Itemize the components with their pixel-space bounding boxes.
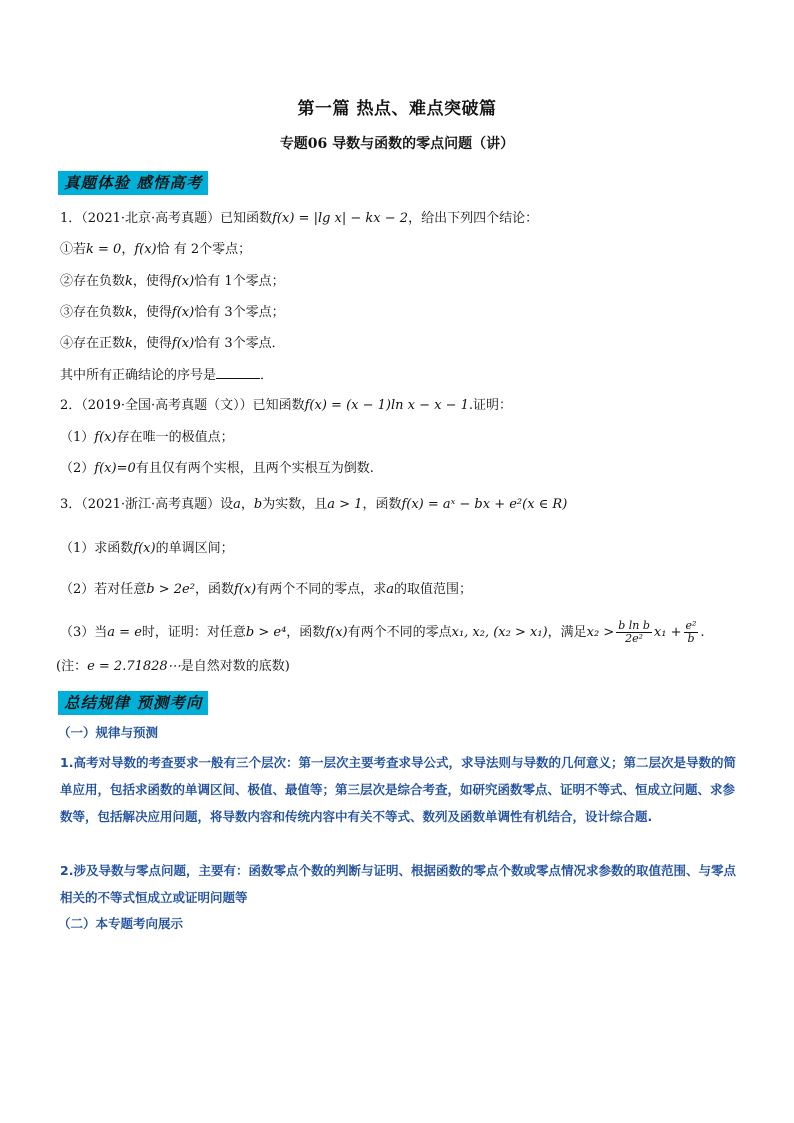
section-banner-summary: 总结规律 预测考向 [58,691,208,715]
fraction-blnb: $\frac{\text{b ln b}}{\text{2e²}}$ [618,619,650,645]
q2-stem: 2．（2019·全国·高考真题（文））已知函数f(x) = (x − 1)ln x − x − 1.证明： [60,398,513,413]
fraction-e2-b: $\frac{\text{e²}}{b}$ [685,619,697,645]
q3-part-1: （1）求函数f(x)的单调区间； [60,541,234,556]
q1-conclusion-1: ①若k = 0，f(x)恰 有 2个零点； [60,242,252,257]
q1-function: f(x) = |lg x| − kx − 2 [272,211,409,226]
page-subtitle: 专题06 导数与函数的零点问题（讲） [279,136,515,152]
q2-part-1: （1）f(x)存在唯一的极值点； [60,430,234,445]
summary-heading-2: （二）本专题考向展示 [58,916,184,931]
summary-paragraph-2: 2.涉及导数与零点问题，主要有：函数零点个数的判断与证明、根据函数的零点个数或零点情况求参数的取值范围、与零点相关的不等式恒成立或证明问题等 [60,863,736,905]
q1-conclusion-2: ②存在负数k，使得f(x)恰有 1个零点； [60,274,285,289]
q1-conclusion-4: ④存在正数k，使得f(x)恰有 3个零点． [60,336,285,351]
summary-paragraph-1: 1.高考对导数的考查要求一般有三个层次：第一层次主要考查求导公式，求导法则与导数的几何意义；第二层次是导数的简单应用，包括求函数的单调区间、极值、最值等；第三层次是综合考查，如研究函数零点、证明不等式、恒成立问题、求参数等，包括解决应用问题，将导数内容和传统内容中有关不等式、数列及函数单调性有机结合，设计综合题. [60,755,736,824]
q3-part-3: （3）当a = e时，证明：对任意b > e⁴，函数f(x)有两个不同的零点x₁, x₂, (x₂ > x₁)，满足x₂ > $\frac{\text{b ln b}}{\text{2e²}}$ x₁ + $\frac{\text{e²}}{b}$ . [60,619,705,645]
q2-part-2: （2）f(x)=0有且仅有两个实根，且两个实根互为倒数. [60,461,374,476]
summary-heading-1: （一）规律与预测 [58,725,159,740]
q3-part-2: （2）若对任意b > 2e²，函数f(x)有两个不同的零点，求a的取值范围； [60,582,473,597]
q3-function: f(x) = aˣ − bx + e²(x ∈ R) [401,497,568,512]
q3-stem: 3．（2021·浙江·高考真题）设a，b为实数，且a > 1，函数f(x) = aˣ − bx + e²(x ∈ R) [60,497,568,512]
q1-stem: 1．（2021·北京·高考真题）已知函数f(x) = |lg x| − kx − 2，给出下列四个结论： [60,211,539,226]
q1-ask: 其中所有正确结论的序号是 ． [60,368,274,383]
q2-function: f(x) = (x − 1)ln x − x − 1 [304,398,469,413]
page-title: 第一篇 热点、难点突破篇 [297,99,497,119]
q3-note: (注：e = 2.71828⋯是自然对数的底数) [56,659,290,674]
q1-conclusion-3: ③存在负数k，使得f(x)恰有 3个零点； [60,305,285,320]
section-banner-real-questions: 真题体验 感悟高考 [58,171,208,195]
answer-blank [216,366,260,379]
